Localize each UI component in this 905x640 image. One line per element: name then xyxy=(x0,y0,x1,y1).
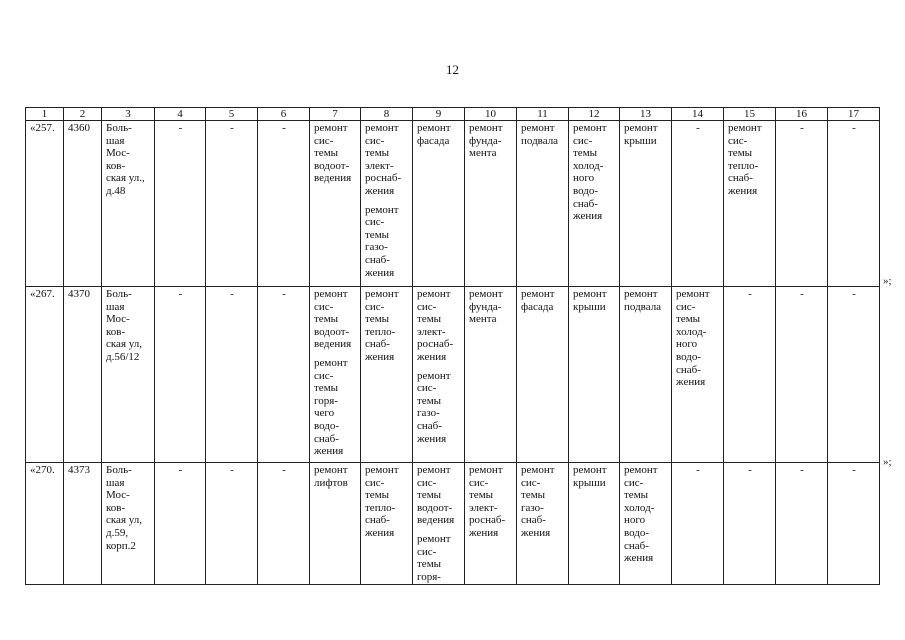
cell-text: - xyxy=(282,122,286,134)
column-number: 9 xyxy=(413,108,465,121)
table-cell-col-15 xyxy=(724,287,776,463)
column-number: 6 xyxy=(258,108,310,121)
column-number: 14 xyxy=(672,108,724,121)
table-cell-col-4 xyxy=(155,287,206,463)
cell-text: Боль- шая Мос- ков- ская ул, д.56/12 xyxy=(106,288,143,363)
table-cell-col-15 xyxy=(724,463,776,585)
column-number: 7 xyxy=(310,108,361,121)
table-cell-col-16 xyxy=(776,121,828,287)
cell-text: ремонт сис- темы холод- ного водо- снаб- жения xyxy=(676,288,710,389)
table-cell-col-15 xyxy=(724,121,776,287)
cell-text: - xyxy=(800,122,804,134)
table-cell-col-17 xyxy=(828,121,880,287)
table-cell-col-12 xyxy=(569,463,620,585)
table-cell-col-9 xyxy=(413,121,465,287)
cell-text: ремонт сис- темы тепло- снаб- жения xyxy=(365,464,399,539)
column-number: 17 xyxy=(828,108,880,121)
table-cell-building-id xyxy=(64,287,102,463)
table-cell-col-5 xyxy=(206,121,258,287)
table-cell-col-12 xyxy=(569,121,620,287)
cell-text: ремонт фунда- мента xyxy=(469,288,503,326)
cell-text: ремонт сис- темы водоот- ведения xyxy=(314,122,352,185)
table-cell-col-17 xyxy=(828,463,880,585)
table-cell-col-11 xyxy=(517,463,569,585)
column-number: 11 xyxy=(517,108,569,121)
table-cell-col-14 xyxy=(672,287,724,463)
cell-text: ремонт крыши xyxy=(573,464,607,489)
table-row xyxy=(26,121,880,287)
cell-text: 4373 xyxy=(68,464,90,476)
table-cell-col-8 xyxy=(361,287,413,463)
table-cell-col-14 xyxy=(672,463,724,585)
cell-text: - xyxy=(178,122,183,134)
cell-text: ремонт сис- темы холод- ного водо- снаб- жения xyxy=(624,464,658,565)
cell-text: ремонт сис- темы горя- чего водо- снаб- жения xyxy=(314,356,348,458)
column-number: 8 xyxy=(361,108,413,121)
column-number: 5 xyxy=(206,108,258,121)
cell-text: ремонт подвала xyxy=(624,288,662,313)
page-number: 12 xyxy=(446,62,459,77)
cell-text: - xyxy=(230,288,234,300)
cell-text: ремонт сис- темы тепло- снаб- жения xyxy=(365,288,399,363)
table-cell-col-8 xyxy=(361,121,413,287)
cell-text: - xyxy=(178,464,183,476)
cell-text: - xyxy=(852,464,856,476)
table-cell-col-5 xyxy=(206,463,258,585)
table-cell-col-4 xyxy=(155,121,206,287)
table-cell-entry-number xyxy=(26,287,64,463)
cell-text: - xyxy=(696,122,700,134)
table-cell-col-9 xyxy=(413,463,465,585)
table-cell-col-14 xyxy=(672,121,724,287)
table-cell-col-8 xyxy=(361,463,413,585)
table-cell-col-4 xyxy=(155,463,206,585)
cell-text: - xyxy=(282,464,286,476)
cell-text: ремонт сис- темы газо- снаб- жения xyxy=(521,464,555,539)
row-closing-mark: »; xyxy=(883,275,892,287)
cell-text: ремонт крыши xyxy=(624,122,658,147)
table-cell-address xyxy=(102,121,155,287)
cell-text: - xyxy=(800,288,804,300)
table-cell-building-id xyxy=(64,121,102,287)
cell-text: ремонт крыши xyxy=(573,288,607,313)
cell-text: ремонт сис- темы холод- ного водо- снаб- жения xyxy=(573,122,607,223)
column-number: 4 xyxy=(155,108,206,121)
column-number: 2 xyxy=(64,108,102,121)
table-cell-col-9 xyxy=(413,287,465,463)
table-cell-col-10 xyxy=(465,121,517,287)
cell-text: ремонт сис- темы элект- роснаб- жения xyxy=(417,288,454,363)
table-row xyxy=(26,463,880,585)
cell-text: - xyxy=(800,464,804,476)
cell-text: Боль- шая Мос- ков- ская ул., д.48 xyxy=(106,122,145,197)
cell-text: - xyxy=(748,288,752,300)
table-cell-address xyxy=(102,287,155,463)
cell-text: - xyxy=(230,464,234,476)
cell-text: ремонт фасада xyxy=(521,288,555,313)
table-cell-col-6 xyxy=(258,287,310,463)
cell-text: 4360 xyxy=(68,122,90,134)
repair-schedule-table xyxy=(25,107,880,585)
cell-text: 4370 xyxy=(68,288,90,300)
table-cell-col-10 xyxy=(465,287,517,463)
column-number: 15 xyxy=(724,108,776,121)
cell-text: ремонт подвала xyxy=(521,122,559,147)
cell-text: ремонт сис- темы газо- снаб- жения xyxy=(365,203,399,279)
cell-text: - xyxy=(748,464,752,476)
cell-text: ремонт фасада xyxy=(417,122,451,147)
cell-text: «267. xyxy=(30,288,55,300)
table-cell-col-17 xyxy=(828,287,880,463)
table-cell-col-13 xyxy=(620,287,672,463)
cell-text: - xyxy=(230,122,234,134)
cell-text: ремонт сис- темы водоот- ведения xyxy=(314,288,352,351)
cell-text: Боль- шая Мос- ков- ская ул, д.59, корп.2 xyxy=(106,464,143,552)
table-cell-col-13 xyxy=(620,121,672,287)
cell-text: - xyxy=(852,288,856,300)
table-cell-entry-number xyxy=(26,121,64,287)
table-cell-col-12 xyxy=(569,287,620,463)
column-number: 16 xyxy=(776,108,828,121)
row-closing-mark: »; xyxy=(883,456,892,468)
table-row xyxy=(26,287,880,463)
column-number: 12 xyxy=(569,108,620,121)
cell-text: - xyxy=(696,464,700,476)
column-number: 3 xyxy=(102,108,155,121)
column-number: 1 xyxy=(26,108,64,121)
table-cell-address xyxy=(102,463,155,585)
table-cell-col-6 xyxy=(258,463,310,585)
table-cell-col-7 xyxy=(310,463,361,585)
cell-text: «270. xyxy=(30,464,55,476)
table-cell-col-11 xyxy=(517,121,569,287)
table-cell-building-id xyxy=(64,463,102,585)
column-number: 13 xyxy=(620,108,672,121)
cell-text: «257. xyxy=(30,122,55,134)
cell-text: ремонт сис- темы газо- снаб- жения xyxy=(417,369,451,445)
column-number-row xyxy=(26,108,880,121)
table-cell-col-7 xyxy=(310,287,361,463)
table-cell-entry-number xyxy=(26,463,64,585)
table-cell-col-7 xyxy=(310,121,361,287)
cell-text: ремонт сис- темы элект- роснаб- жения xyxy=(365,122,402,197)
cell-text: ремонт фунда- мента xyxy=(469,122,503,160)
cell-text: ремонт сис- темы элект- роснаб- жения xyxy=(469,464,506,539)
table-cell-col-13 xyxy=(620,463,672,585)
table-cell-col-10 xyxy=(465,463,517,585)
table-cell-col-11 xyxy=(517,287,569,463)
cell-text: ремонт сис- темы водоот- ведения xyxy=(417,464,455,527)
cell-text: - xyxy=(852,122,856,134)
cell-text: - xyxy=(178,288,183,300)
cell-text: ремонт лифтов xyxy=(314,464,348,489)
table-cell-col-5 xyxy=(206,287,258,463)
table-cell-col-16 xyxy=(776,287,828,463)
cell-text: ремонт сис- темы горя- xyxy=(417,532,451,583)
table-cell-col-16 xyxy=(776,463,828,585)
cell-text: - xyxy=(282,288,286,300)
cell-text: ремонт сис- темы тепло- снаб- жения xyxy=(728,122,762,197)
column-number: 10 xyxy=(465,108,517,121)
table-cell-col-6 xyxy=(258,121,310,287)
